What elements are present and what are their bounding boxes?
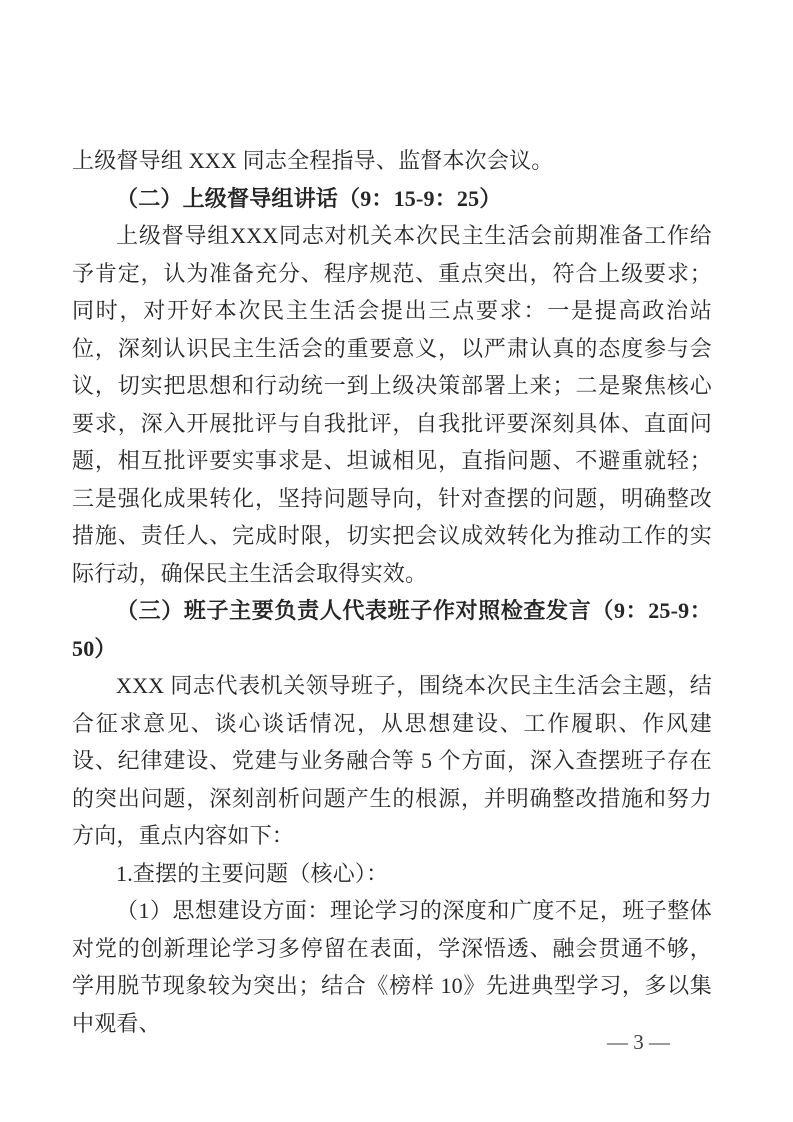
- paragraph-continuation: 上级督导组 XXX 同志全程指导、监督本次会议。: [72, 148, 554, 173]
- paragraph-ideology-problems: （1）思想建设方面：理论学习的深度和广度不足，班子整体对党的创新理论学习多停留在表面，学深悟透、融会贯通不够，学用脱节现象较为突出；结合《榜样 10》先进典型学习，多以集中观看、: [72, 898, 712, 1036]
- page-number: — 3 —: [607, 1030, 670, 1054]
- section-heading-leader-statement: （三）班子主要负责人代表班子作对照检查发言（9：25-9：50）: [72, 598, 712, 661]
- section-heading-supervisor-speech: （二）上级督导组讲话（9：15-9：25）: [116, 185, 502, 211]
- paragraph-leader-overview: XXX 同志代表机关领导班子，围绕本次民主生活会主题，结合征求意见、谈心谈话情况，从思想建设、工作履职、作风建设、纪律建设、党建与业务融合等 5 个方面，深入查摆班子存在的突出问题，深刻剖析问题产生的根源，并明确整改措施和努力方向，重点内容如下：: [72, 673, 712, 848]
- paragraph-supervisor-requirements: 上级督导组XXX同志对机关本次民主生活会前期准备工作给予肯定，认为准备充分、程序规范、重点突出，符合上级要求；同时，对开好本次民主生活会提出三点要求：一是提高政治站位，深刻认识民主生活会的重要意义，以严肃认真的态度参与会议，切实把思想和行动统一到上级决策部署上来；二是聚焦核心要求，深入开展批评与自我批评，自我批评要深刻具体、直面问题，相互批评要实事求是、坦诚相见，直指问题、不避重就轻；三是强化成果转化，坚持问题导向，针对查摆的问题，明确整改措施、责任人、完成时限，切实把会议成效转化为推动工作的实际行动，确保民主生活会取得实效。: [72, 223, 712, 586]
- document-body: [72, 142, 712, 1042]
- paragraph-main-problems-label: 1.查摆的主要问题（核心）：: [116, 860, 389, 886]
